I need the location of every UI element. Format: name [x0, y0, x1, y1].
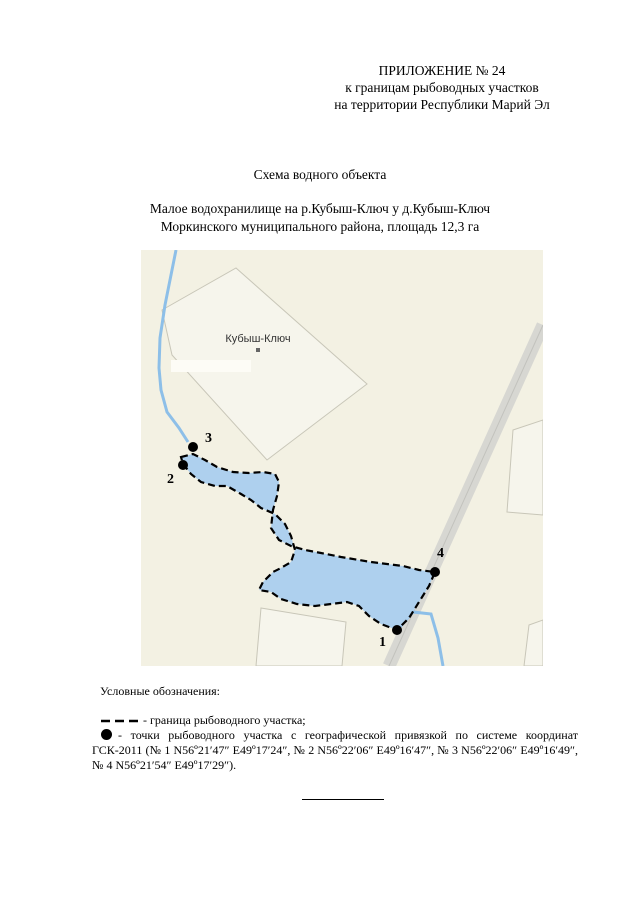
legend-boundary-entry	[101, 713, 578, 728]
document-subtitle-line-2: Моркинского муниципального района, площадь 12,3 га	[160, 219, 480, 234]
legend	[92, 713, 578, 773]
document-subtitle-line-1: Малое водохранилище на р.Кубыш-Ключ у д.Кубыш-Ключ	[149, 201, 491, 216]
point-3-label: 3	[205, 431, 212, 446]
legend-points-entry	[92, 728, 578, 773]
point-4-label: 4	[437, 546, 444, 561]
point-2-marker	[178, 460, 188, 470]
appendix-header	[292, 62, 592, 113]
village-marker	[256, 348, 260, 352]
building-right	[507, 420, 543, 515]
dashed-line-icon	[101, 716, 141, 726]
point-1-label: 1	[379, 635, 386, 650]
point-4-marker	[430, 567, 440, 577]
point-marker-icon	[101, 729, 112, 740]
village-label: Кубыш-Ключ	[225, 333, 291, 345]
legend-points-text: - точки рыбоводного участка с географической привязкой по системе координат ГСК-2011 (№ 1 N56º21′47″ E49º17′24″, № 2 N56º22′06″ E49º16′47″, № 3 N56º22′06″ E49º16′49″, № 4 N56º21′54″ E49º17′29″).	[92, 728, 578, 772]
point-2-label: 2	[167, 472, 174, 487]
legend-boundary-text: - граница рыбоводного участка;	[143, 713, 306, 727]
water-body-map	[141, 250, 543, 666]
legend-title: Условные обозначения:	[100, 684, 221, 698]
appendix-line-3: на территории Республики Марий Эл	[334, 97, 550, 112]
footer-divider	[302, 799, 384, 800]
point-3-marker	[188, 442, 198, 452]
document-heading: Схема водного объекта	[253, 167, 387, 182]
appendix-number: ПРИЛОЖЕНИЕ № 24	[378, 63, 506, 78]
label-background	[171, 360, 251, 372]
point-1-marker	[392, 625, 402, 635]
appendix-line-2: к границам рыбоводных участков	[345, 80, 539, 95]
